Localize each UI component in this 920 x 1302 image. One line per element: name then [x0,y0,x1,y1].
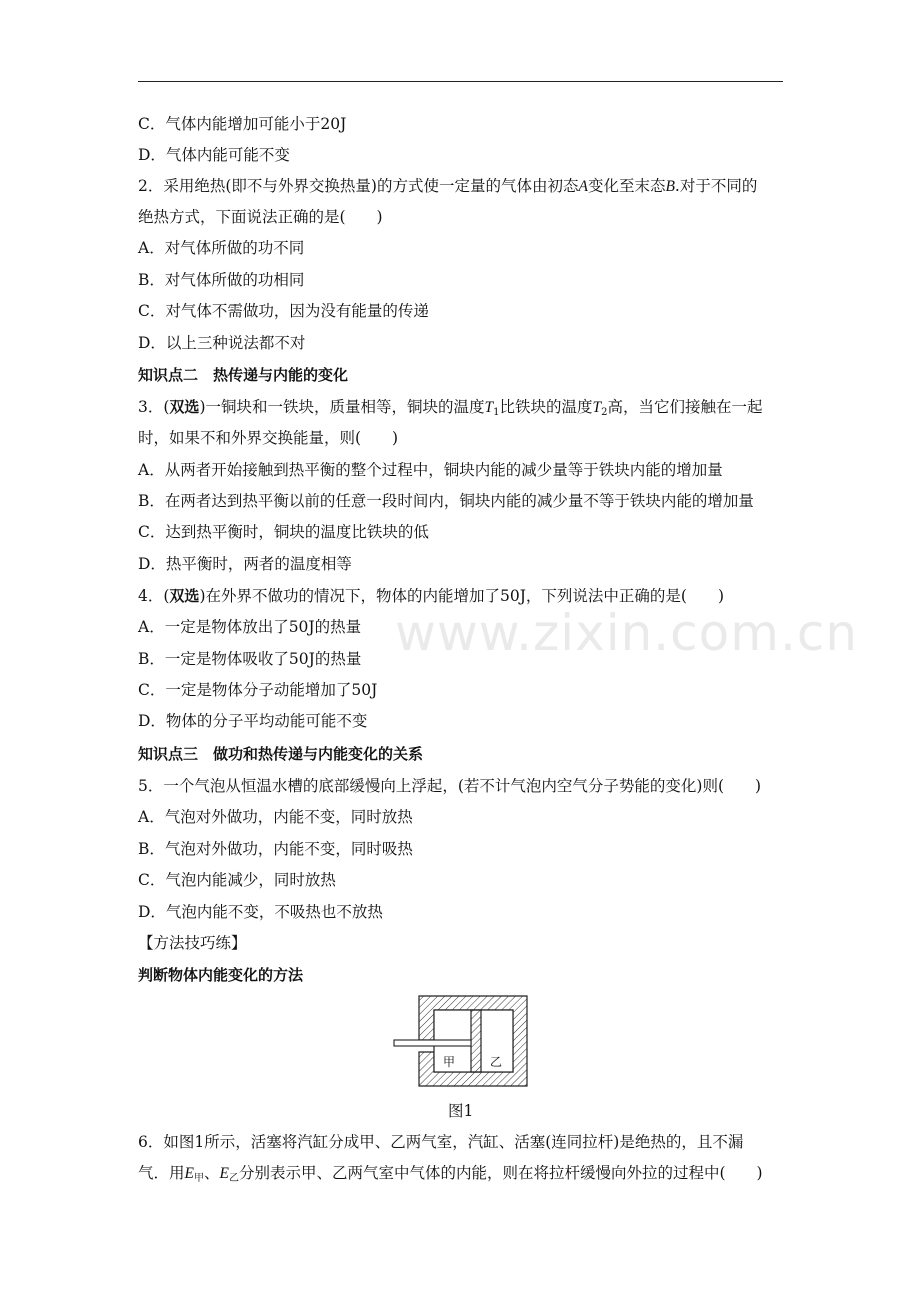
q1-option-d: D．气体内能可能不变 [138,146,290,164]
q5-option-c: C．气泡内能减少，同时放热 [138,871,336,889]
chamber-label-jia: 甲 [443,1055,456,1069]
q6-stem-line1: 6．如图1所示，活塞将汽缸分成甲、乙两气室，汽缸、活塞(连同拉杆)是绝热的，且不漏 [138,1133,744,1151]
figure-caption: 图1 [448,1102,474,1120]
q4-option-c: C．一定是物体分子动能增加了50J [138,681,378,699]
q2-option-d: D．以上三种说法都不对 [138,334,306,352]
q5-stem: 5．一个气泡从恒温水槽的底部缓慢向上浮起，(若不计气泡内空气分子势能的变化)则( ) [138,777,762,795]
q5-option-a: A．气泡对外做功，内能不变，同时放热 [138,808,413,826]
q2-stem-line2: 绝热方式，下面说法正确的是( ) [138,208,383,226]
q5-option-d: D．气泡内能不变，不吸热也不放热 [138,903,383,921]
q4-stem: 4．(双选)在外界不做功的情况下，物体的内能增加了50J，下列说法中正确的是( ) [138,587,725,605]
q3-stem-line2: 时，如果不和外界交换能量，则( ) [138,429,399,447]
chamber-label-yi: 乙 [490,1055,503,1069]
q3-option-c: C．达到热平衡时，铜块的温度比铁块的低 [138,523,429,541]
piston [471,1010,481,1072]
section-heading-2: 知识点二 热传递与内能的变化 [138,366,349,384]
q4-option-b: B．一定是物体吸收了50J的热量 [138,650,362,668]
method-heading: 判断物体内能变化的方法 [138,966,304,984]
q5-option-b: B．气泡对外做功，内能不变，同时吸热 [138,840,413,858]
q2-stem-line1: 2．采用绝热(即不与外界交换热量)的方式使一定量的气体由初态A变化至末态B.对于不同的 [138,177,758,195]
header-rule [138,81,783,82]
q3-stem-line1: 3．(双选)一铜块和一铁块，质量相等，铜块的温度$T_1$比铁块的温度$T_2$高，当它们接触在一起 [138,398,763,418]
q3-option-a: A．从两者开始接触到热平衡的整个过程中，铜块内能的减少量等于铁块内能的增加量 [138,461,723,479]
section-heading-3: 知识点三 做功和热传递与内能变化的关系 [138,745,424,763]
cylinder-figure [390,994,535,1090]
practice-heading: 【方法技巧练】 [138,934,247,952]
q2-option-a: A．对气体所做的功不同 [138,239,305,257]
q3-option-b: B．在两者达到热平衡以前的任意一段时间内，铜块内能的减少量不等于铁块内能的增加量 [138,492,754,510]
piston-rod [394,1040,471,1046]
q4-option-d: D．物体的分子平均动能可能不变 [138,712,368,730]
watermark: www.zixin.com.cn [395,604,859,662]
q2-option-b: B．对气体所做的功相同 [138,271,305,289]
q6-stem-line2: 气．用$E_甲$、$E_乙$分别表示甲、乙两气室中气体的内能，则在将拉杆缓慢向外拉的过程中( ) [138,1164,763,1184]
q4-option-a: A．一定是物体放出了50J的热量 [138,618,362,636]
q1-option-c: C．气体内能增加可能小于20J [138,115,347,133]
q2-option-c: C．对气体不需做功，因为没有能量的传递 [138,302,429,320]
q3-option-d: D．热平衡时，两者的温度相等 [138,555,352,573]
